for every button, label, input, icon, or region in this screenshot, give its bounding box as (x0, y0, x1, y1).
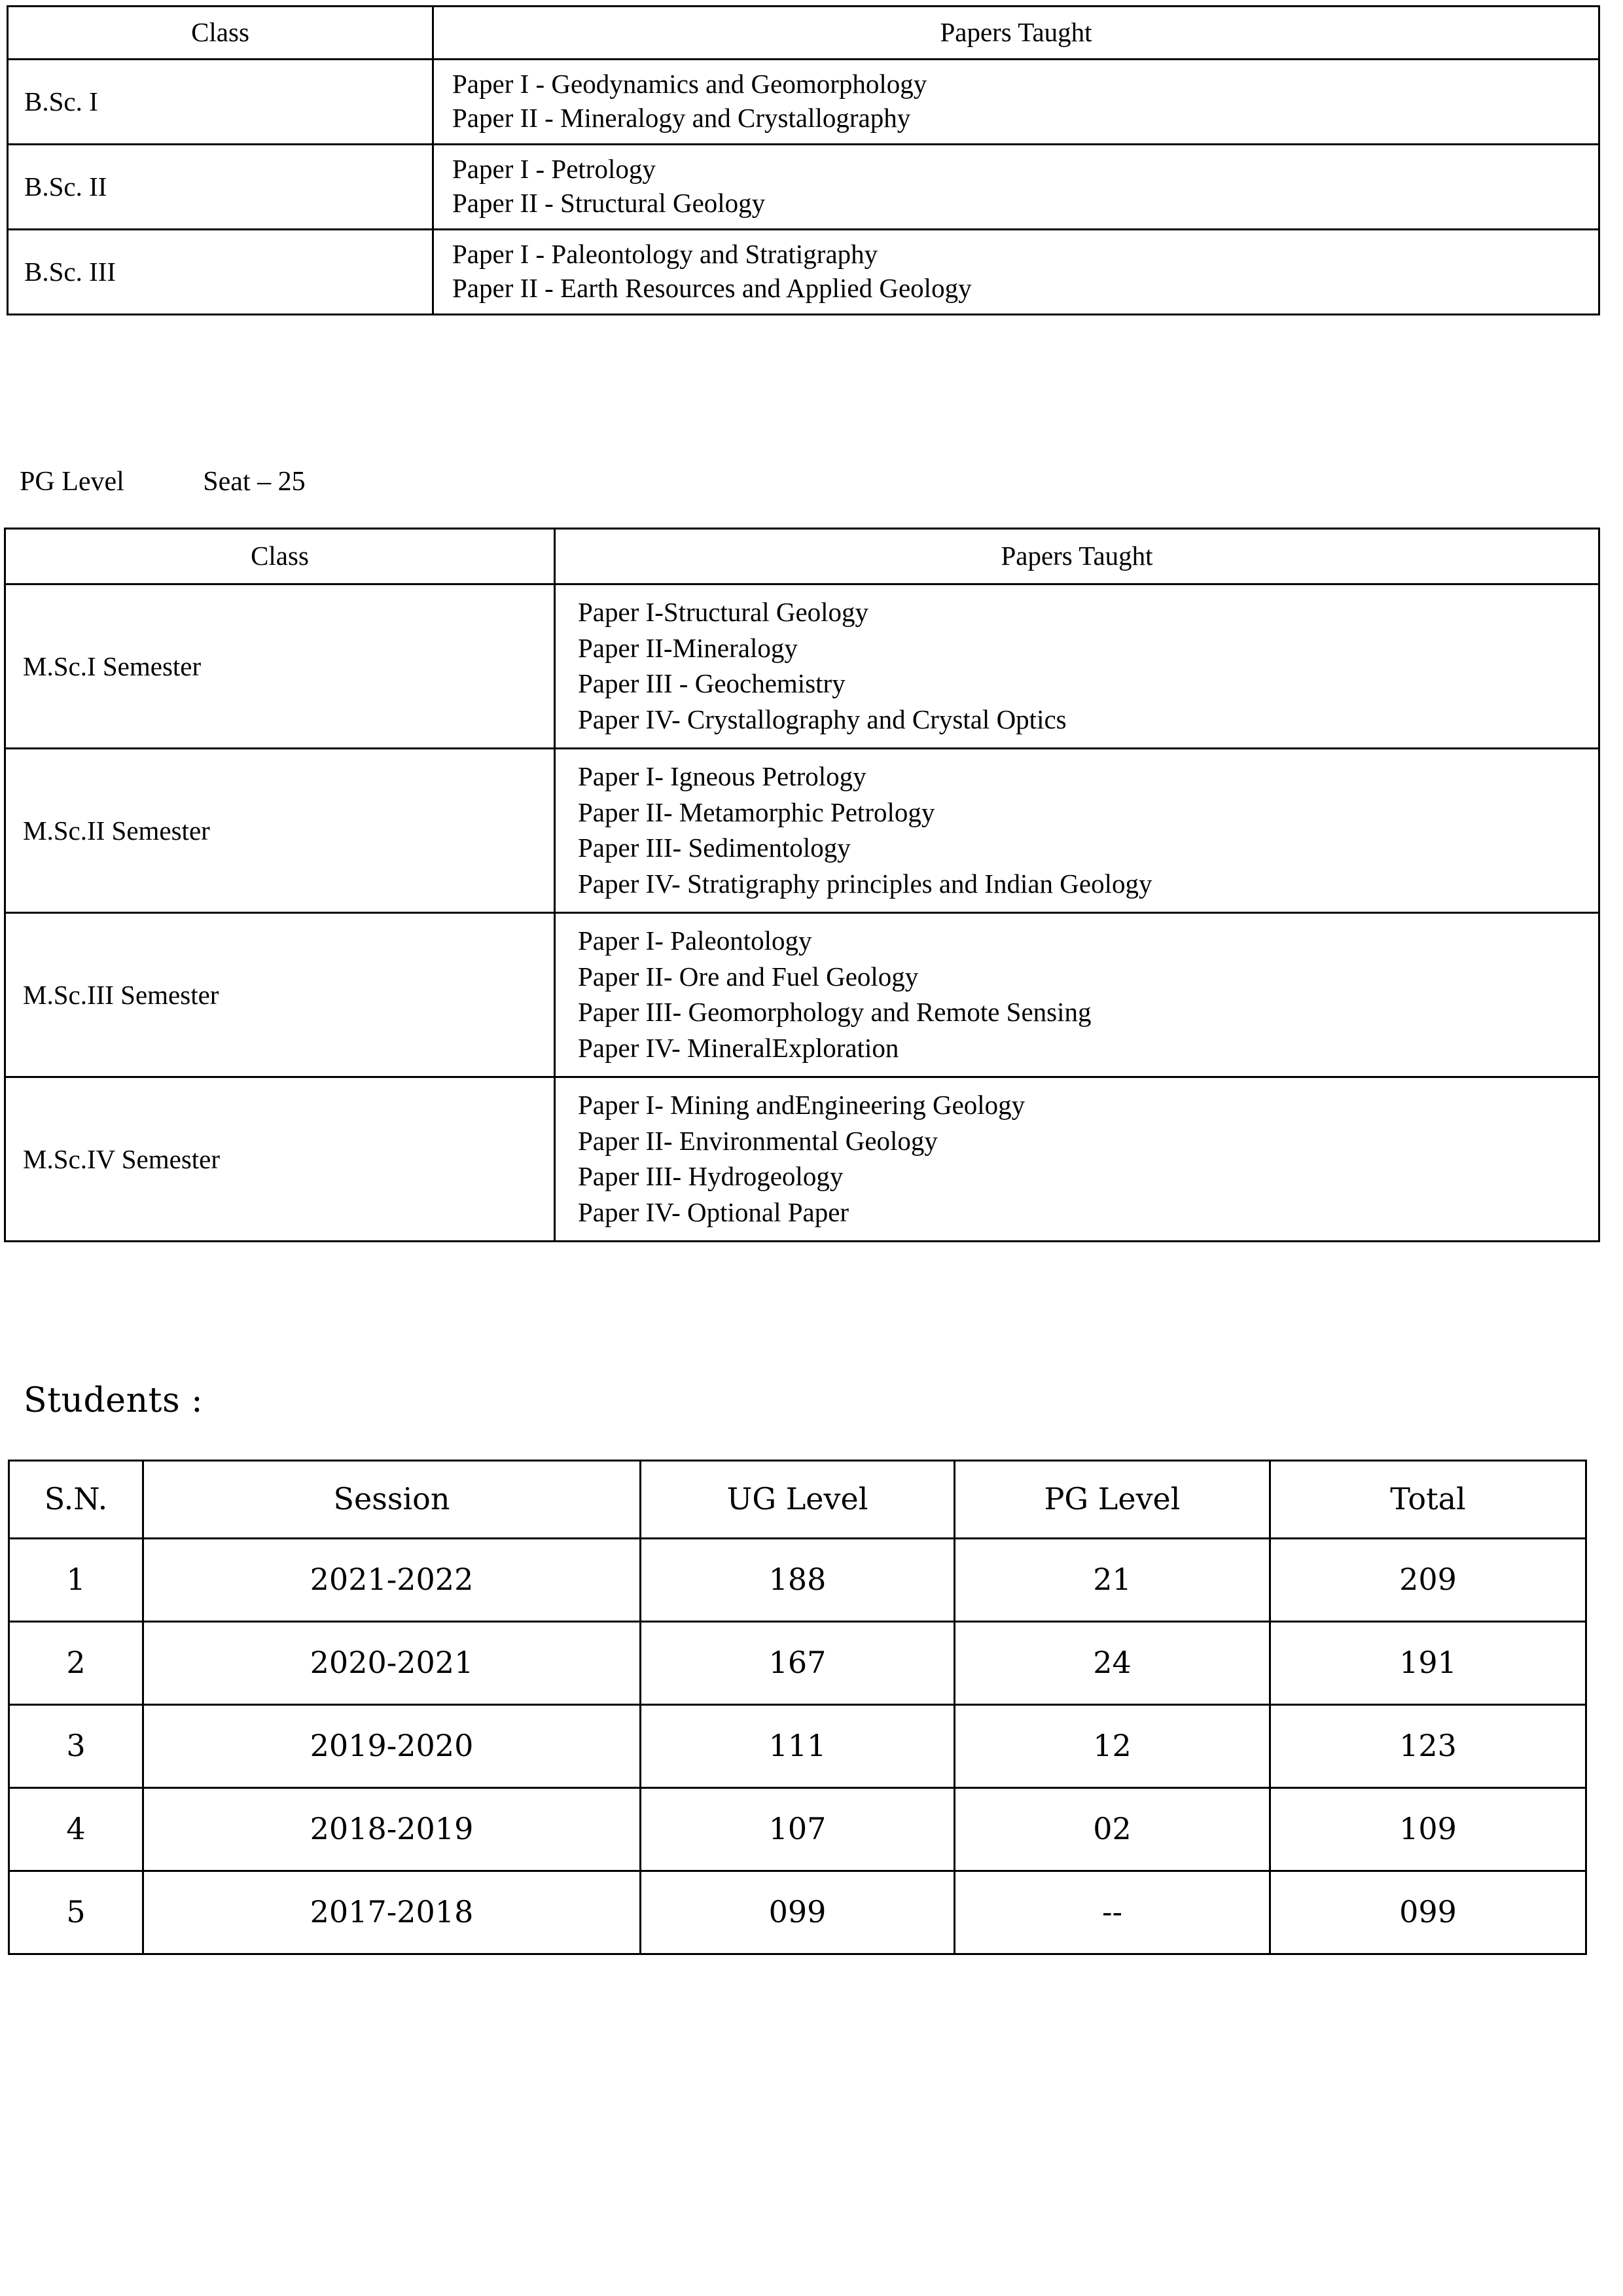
pg-class-cell: M.Sc.IV Semester (5, 1077, 555, 1242)
pg-papers-cell (555, 913, 1599, 1077)
paper-line: Paper II-Mineralogy (578, 632, 798, 663)
table-row (9, 1622, 1586, 1705)
pg-class-cell: M.Sc.II Semester (5, 749, 555, 913)
paper-line: Paper II - Earth Resources and Applied Geology (452, 273, 972, 304)
paper-line: Paper II - Mineralogy and Crystallography (452, 103, 911, 134)
ug-papers-cell (433, 229, 1599, 314)
pg-papers-table (4, 528, 1600, 1242)
cell-total: 209 (1270, 1539, 1586, 1622)
ug-papers-table (7, 5, 1600, 315)
paper-line: Paper I - Paleontology and Stratigraphy (452, 238, 878, 269)
paper-line: Paper I- Paleontology (578, 925, 812, 956)
paper-line: Paper II- Metamorphic Petrology (578, 797, 935, 827)
cell-ug: 111 (641, 1705, 955, 1788)
ug-header-class: Class (8, 7, 433, 60)
students-header-pg: PG Level (955, 1461, 1270, 1539)
pg-header-papers: Papers Taught (555, 529, 1599, 584)
paper-line: Paper II- Environmental Geology (578, 1125, 938, 1156)
students-header-ug: UG Level (641, 1461, 955, 1539)
table-row (9, 1788, 1586, 1871)
pg-papers-cell (555, 584, 1599, 749)
table-header-row (5, 529, 1599, 584)
cell-total: 123 (1270, 1705, 1586, 1788)
students-section-title: Students : (24, 1381, 204, 1420)
cell-session: 2017-2018 (143, 1871, 641, 1954)
pg-level-label: PG Level (20, 467, 124, 497)
students-header-total: Total (1270, 1461, 1586, 1539)
paper-line: Paper III- Hydrogeology (578, 1161, 844, 1192)
cell-session: 2019-2020 (143, 1705, 641, 1788)
paper-line: Paper I- Igneous Petrology (578, 761, 866, 792)
ug-papers-cell (433, 144, 1599, 229)
cell-ug: 167 (641, 1622, 955, 1705)
students-count-table (8, 1460, 1587, 1955)
paper-line: Paper IV- Crystallography and Crystal Optics (578, 704, 1067, 734)
paper-line: Paper I-Structural Geology (578, 597, 869, 627)
table-row (9, 1539, 1586, 1622)
pg-seat-count: Seat – 25 (203, 467, 306, 497)
table-row (9, 1871, 1586, 1954)
cell-ug: 099 (641, 1871, 955, 1954)
cell-sn: 1 (9, 1539, 143, 1622)
paper-line: Paper I - Geodynamics and Geomorphology (452, 69, 927, 99)
paper-line: Paper II - Structural Geology (452, 188, 766, 219)
paper-line: Paper I - Petrology (452, 153, 656, 184)
pg-header-class: Class (5, 529, 555, 584)
cell-total: 191 (1270, 1622, 1586, 1705)
ug-header-papers: Papers Taught (433, 7, 1599, 60)
table-header-row (8, 7, 1599, 60)
cell-pg: 24 (955, 1622, 1270, 1705)
pg-class-cell: M.Sc.III Semester (5, 913, 555, 1077)
cell-sn: 5 (9, 1871, 143, 1954)
cell-ug: 188 (641, 1539, 955, 1622)
table-header-row (9, 1461, 1586, 1539)
table-row (8, 144, 1599, 229)
table-row (8, 60, 1599, 145)
cell-total: 099 (1270, 1871, 1586, 1954)
paper-line: Paper II- Ore and Fuel Geology (578, 961, 919, 992)
paper-line: Paper IV- MineralExploration (578, 1032, 899, 1063)
ug-class-cell: B.Sc. II (8, 144, 433, 229)
students-header-session: Session (143, 1461, 641, 1539)
table-row (5, 749, 1599, 913)
cell-session: 2018-2019 (143, 1788, 641, 1871)
cell-pg: 12 (955, 1705, 1270, 1788)
paper-line: Paper IV- Optional Paper (578, 1196, 849, 1227)
pg-papers-cell (555, 749, 1599, 913)
paper-line: Paper I- Mining andEngineering Geology (578, 1090, 1026, 1121)
cell-ug: 107 (641, 1788, 955, 1871)
paper-line: Paper IV- Stratigraphy principles and Indian Geology (578, 868, 1152, 899)
paper-line: Paper III- Geomorphology and Remote Sensing (578, 997, 1092, 1028)
pg-class-cell: M.Sc.I Semester (5, 584, 555, 749)
pg-papers-cell (555, 1077, 1599, 1242)
cell-session: 2021-2022 (143, 1539, 641, 1622)
cell-pg: 21 (955, 1539, 1270, 1622)
table-row (5, 584, 1599, 749)
table-row (5, 913, 1599, 1077)
paper-line: Paper III - Geochemistry (578, 668, 846, 699)
ug-class-cell: B.Sc. I (8, 60, 433, 145)
cell-total: 109 (1270, 1788, 1586, 1871)
cell-sn: 3 (9, 1705, 143, 1788)
cell-pg: -- (955, 1871, 1270, 1954)
table-row (8, 229, 1599, 314)
cell-session: 2020-2021 (143, 1622, 641, 1705)
cell-sn: 2 (9, 1622, 143, 1705)
cell-pg: 02 (955, 1788, 1270, 1871)
table-row (5, 1077, 1599, 1242)
students-header-sn: S.N. (9, 1461, 143, 1539)
cell-sn: 4 (9, 1788, 143, 1871)
paper-line: Paper III- Sedimentology (578, 833, 851, 863)
pg-level-heading (20, 466, 306, 497)
table-row (9, 1705, 1586, 1788)
ug-papers-cell (433, 60, 1599, 145)
ug-class-cell: B.Sc. III (8, 229, 433, 314)
